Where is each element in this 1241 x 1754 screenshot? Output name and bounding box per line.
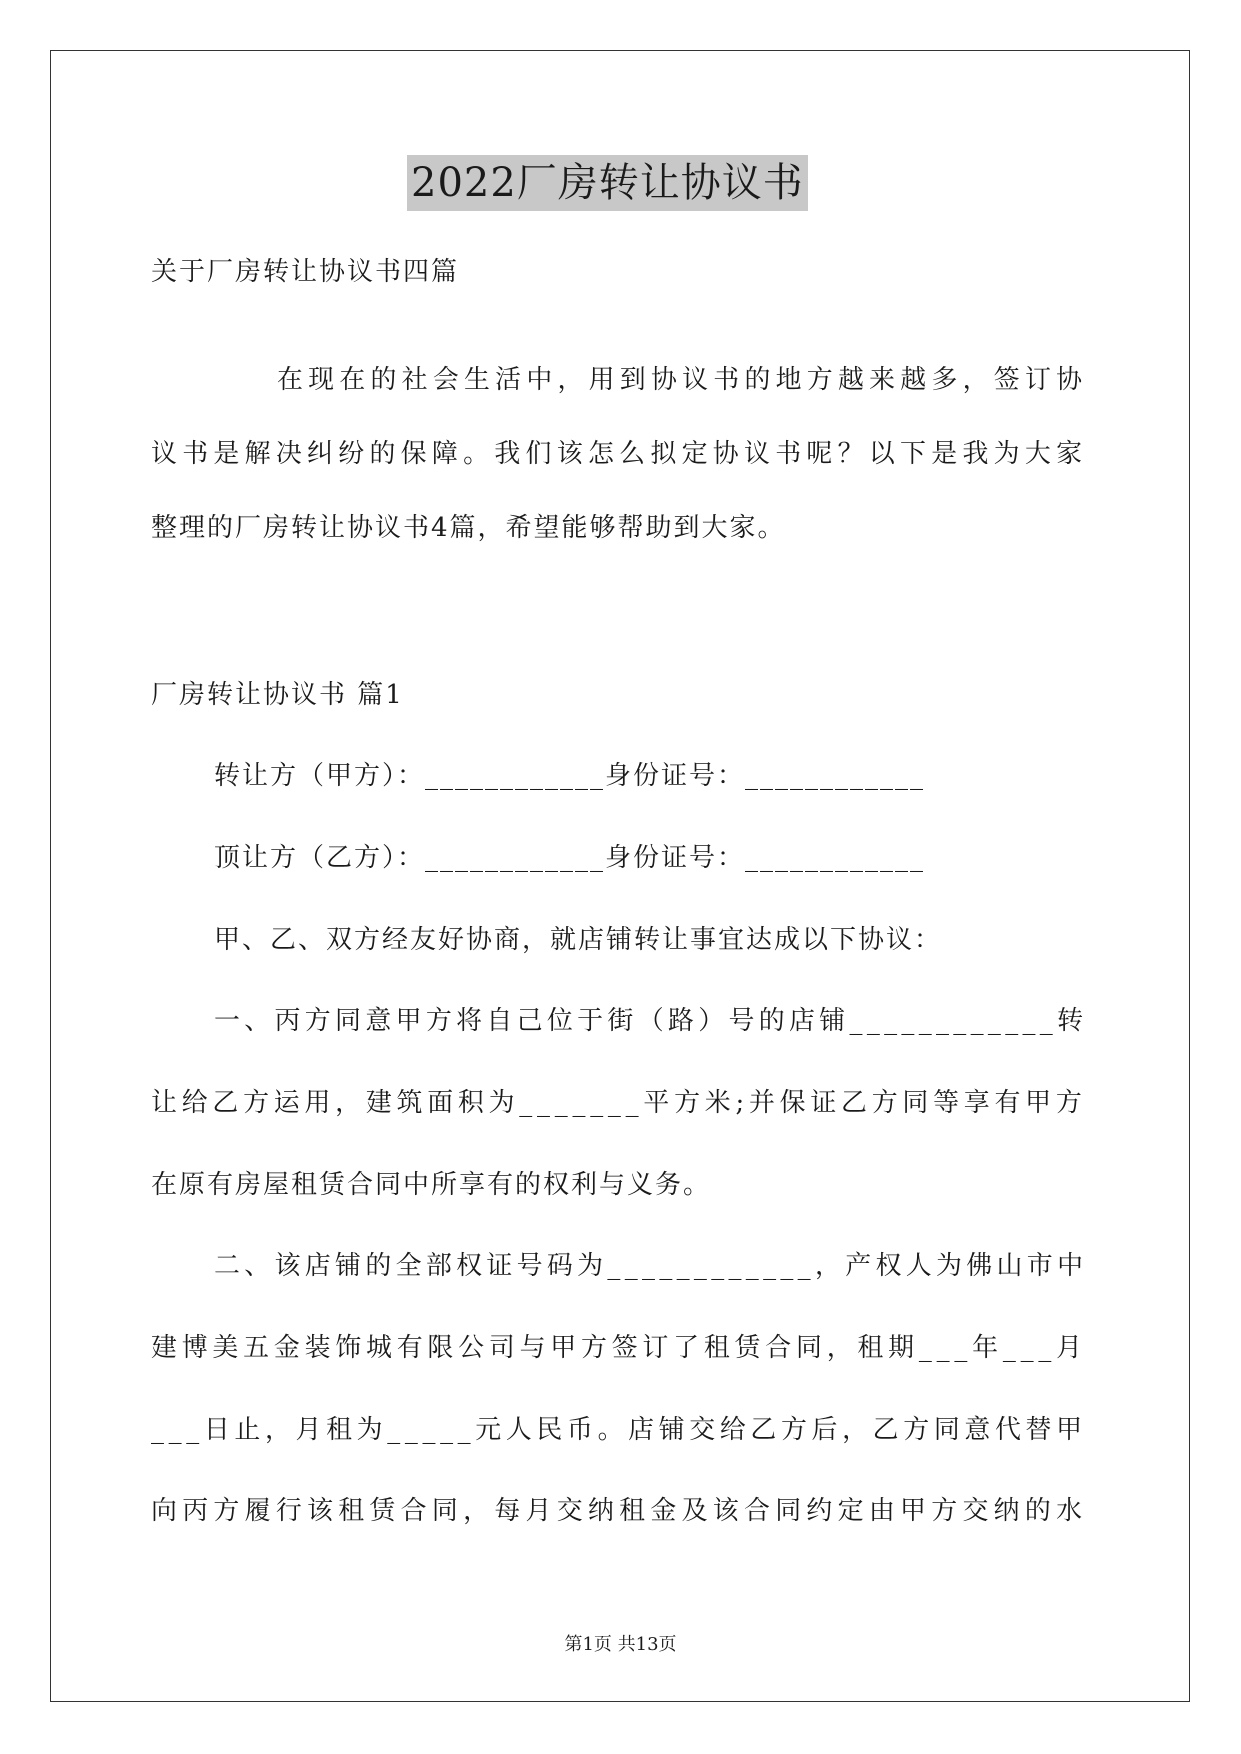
agreement-intro: 甲、乙、双方经友好协商，就店铺转让事宜达成以下协议：: [214, 925, 943, 955]
transferee-blank: ____________: [425, 843, 606, 873]
clause-1-line-2: [151, 1083, 1087, 1123]
clause-2-line-1: [214, 1246, 1087, 1286]
transferor-label: 转让方（甲方）：: [214, 761, 426, 791]
intro-paragraph-line-1: [277, 360, 1087, 400]
clause-2-text-4: 向丙方履行该租赁合同，每月交纳租金及该合同约定由甲方交纳的水: [151, 1496, 1088, 1526]
clause-2-text-3: ___日止，月租为_____元人民币。店铺交给乙方后，乙方同意代替甲: [151, 1415, 1087, 1445]
transferee-id-blank: ____________: [745, 843, 926, 873]
clause-2-text-1: 二、该店铺的全部权证号码为____________，产权人为佛山市中: [214, 1251, 1088, 1281]
clause-2-line-3: [151, 1410, 1087, 1450]
intro-paragraph-line-3: 整理的厂房转让协议书4篇，希望能够帮助到大家。: [151, 513, 786, 543]
clause-1-line-1: [214, 1001, 1087, 1041]
clause-2-line-4: [151, 1491, 1087, 1531]
transferor-blank: ____________: [425, 761, 606, 791]
transferee-row: [214, 838, 925, 878]
document-subtitle: 关于厂房转让协议书四篇: [151, 257, 460, 287]
clause-1-line-3: 在原有房屋租赁合同中所享有的权利与义务。: [151, 1170, 712, 1200]
clause-2-text-2: 建博美五金装饰城有限公司与甲方签订了租赁合同，租期___年___月: [151, 1333, 1087, 1363]
intro-text-1: 在现在的社会生活中，用到协议书的地方越来越多，签订协: [277, 365, 1088, 395]
transferor-id-label: 身份证号：: [605, 761, 746, 791]
clause-1-text-2: 让给乙方运用，建筑面积为_______平方米;并保证乙方同等享有甲方: [151, 1088, 1087, 1118]
transferor-id-blank: ____________: [745, 761, 926, 791]
page-footer: 第1页 共13页: [564, 1634, 677, 1655]
intro-text-2: 议书是解决纠纷的保障。我们该怎么拟定协议书呢？以下是我为大家: [151, 439, 1088, 469]
clause-2-line-2: [151, 1328, 1087, 1368]
transferee-id-label: 身份证号：: [605, 843, 746, 873]
transferee-label: 顶让方（乙方）：: [214, 843, 426, 873]
clause-1-text-1: 一、丙方同意甲方将自己位于街（路）号的店铺____________转: [214, 1006, 1088, 1036]
transferor-row: [214, 756, 925, 796]
document-title: 2022厂房转让协议书: [407, 155, 808, 211]
intro-paragraph-line-2: [151, 434, 1087, 474]
section-heading: 厂房转让协议书 篇1: [151, 680, 404, 710]
